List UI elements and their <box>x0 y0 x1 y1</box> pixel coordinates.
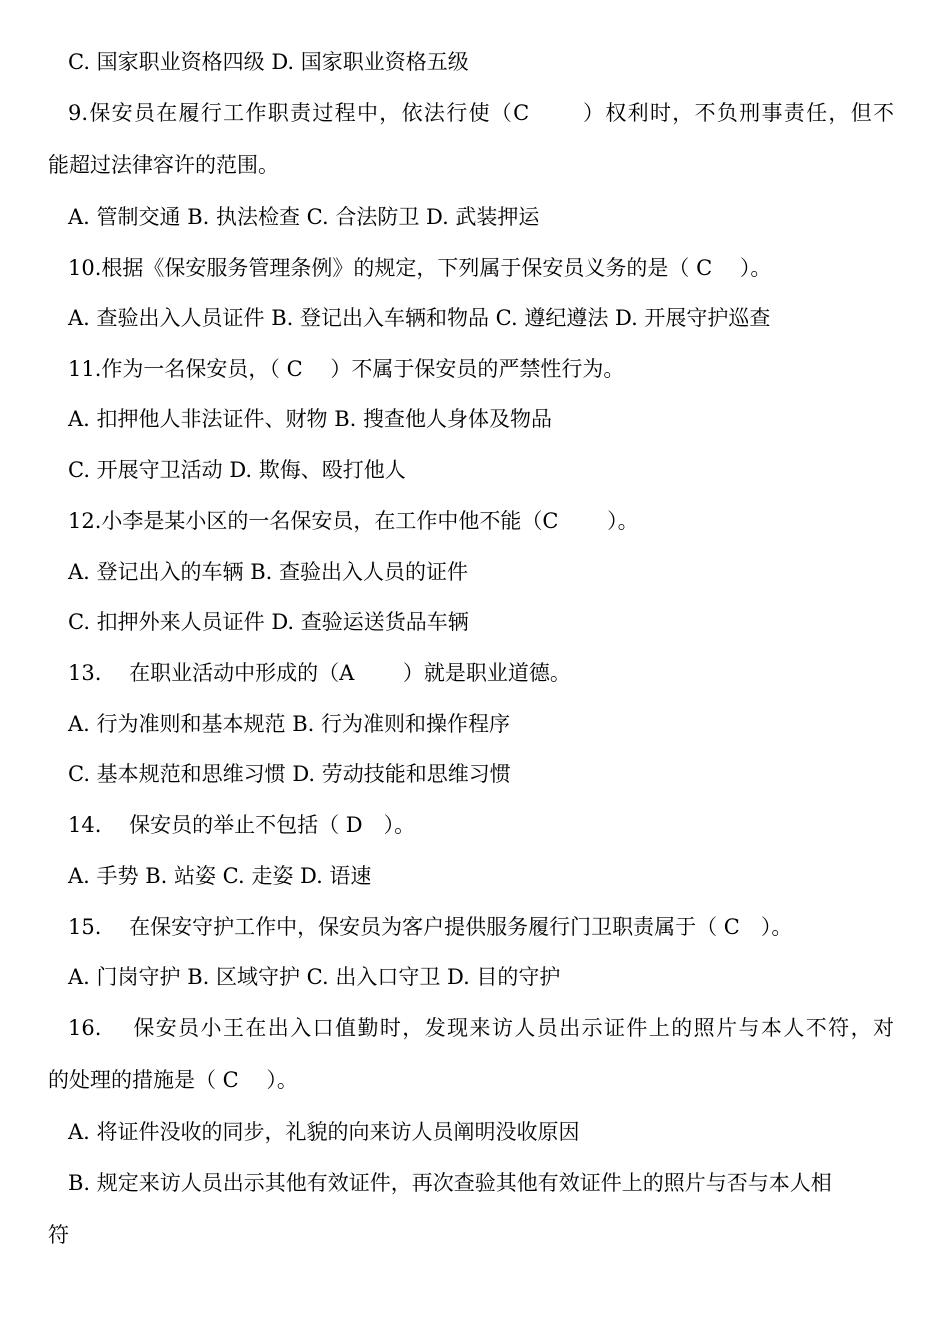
line-question-10: 10.根据《保安服务管理条例》的规定，下列属于保安员义务的是（ C ）。 <box>68 256 772 280</box>
line-option-16-a: A. 将证件没收的同步，礼貌的向来访人员阐明没收原因 <box>68 1120 580 1144</box>
line-options-13-ab: A. 行为准则和基本规范 B. 行为准则和操作程序 <box>68 712 510 736</box>
line-options-11-ab: A. 扣押他人非法证件、财物 B. 搜查他人身体及物品 <box>68 407 552 431</box>
line-options-12-ab: A. 登记出入的车辆 B. 查验出入人员的证件 <box>68 560 468 584</box>
line-options-10: A. 查验出入人员证件 B. 登记出入车辆和物品 C. 遵纪遵法 D. 开展守护巡查 <box>68 306 771 330</box>
line-question-14: 14. 保安员的举止不包括（ D ）。 <box>68 813 416 837</box>
line-options-8-cd: C. 国家职业资格四级 D. 国家职业资格五级 <box>68 50 469 74</box>
line-question-16b: 的处理的措施是（ C ）。 <box>48 1068 298 1092</box>
line-options-14: A. 手势 B. 站姿 C. 走姿 D. 语速 <box>68 864 372 888</box>
line-options-11-cd: C. 开展守卫活动 D. 欺侮、殴打他人 <box>68 458 406 482</box>
line-question-11: 11.作为一名保安员，（ C ）不属于保安员的严禁性行为。 <box>68 357 625 381</box>
line-option-16-b1: B. 规定来访人员出示其他有效证件，再次查验其他有效证件上的照片与否与本人相 <box>68 1171 832 1195</box>
line-options-13-cd: C. 基本规范和思维习惯 D. 劳动技能和思维习惯 <box>68 762 511 786</box>
line-question-13: 13. 在职业活动中形成的（A ）就是职业道德。 <box>68 661 571 685</box>
line-options-15: A. 门岗守护 B. 区域守护 C. 出入口守卫 D. 目的守护 <box>68 965 561 989</box>
line-question-9a: 9.保安员在履行工作职责过程中，依法行使（C ）权利时，不负刑事责任，但不 <box>68 101 894 125</box>
line-question-16a: 16. 保安员小王在出入口值勤时，发现来访人员出示证件上的照片与本人不符，对 <box>68 1016 894 1040</box>
line-option-16-b2: 符 <box>48 1223 69 1247</box>
line-question-15: 15. 在保安守护工作中，保安员为客户提供服务履行门卫职责属于（ C ）。 <box>68 915 793 939</box>
line-options-12-cd: C. 扣押外来人员证件 D. 查验运送货品车辆 <box>68 610 469 634</box>
line-options-9: A. 管制交通 B. 执法检查 C. 合法防卫 D. 武装押运 <box>68 205 540 229</box>
line-question-9b: 能超过法律容许的范围。 <box>48 153 279 177</box>
line-question-12: 12.小李是某小区的一名保安员，在工作中他不能（C ）。 <box>68 509 639 533</box>
